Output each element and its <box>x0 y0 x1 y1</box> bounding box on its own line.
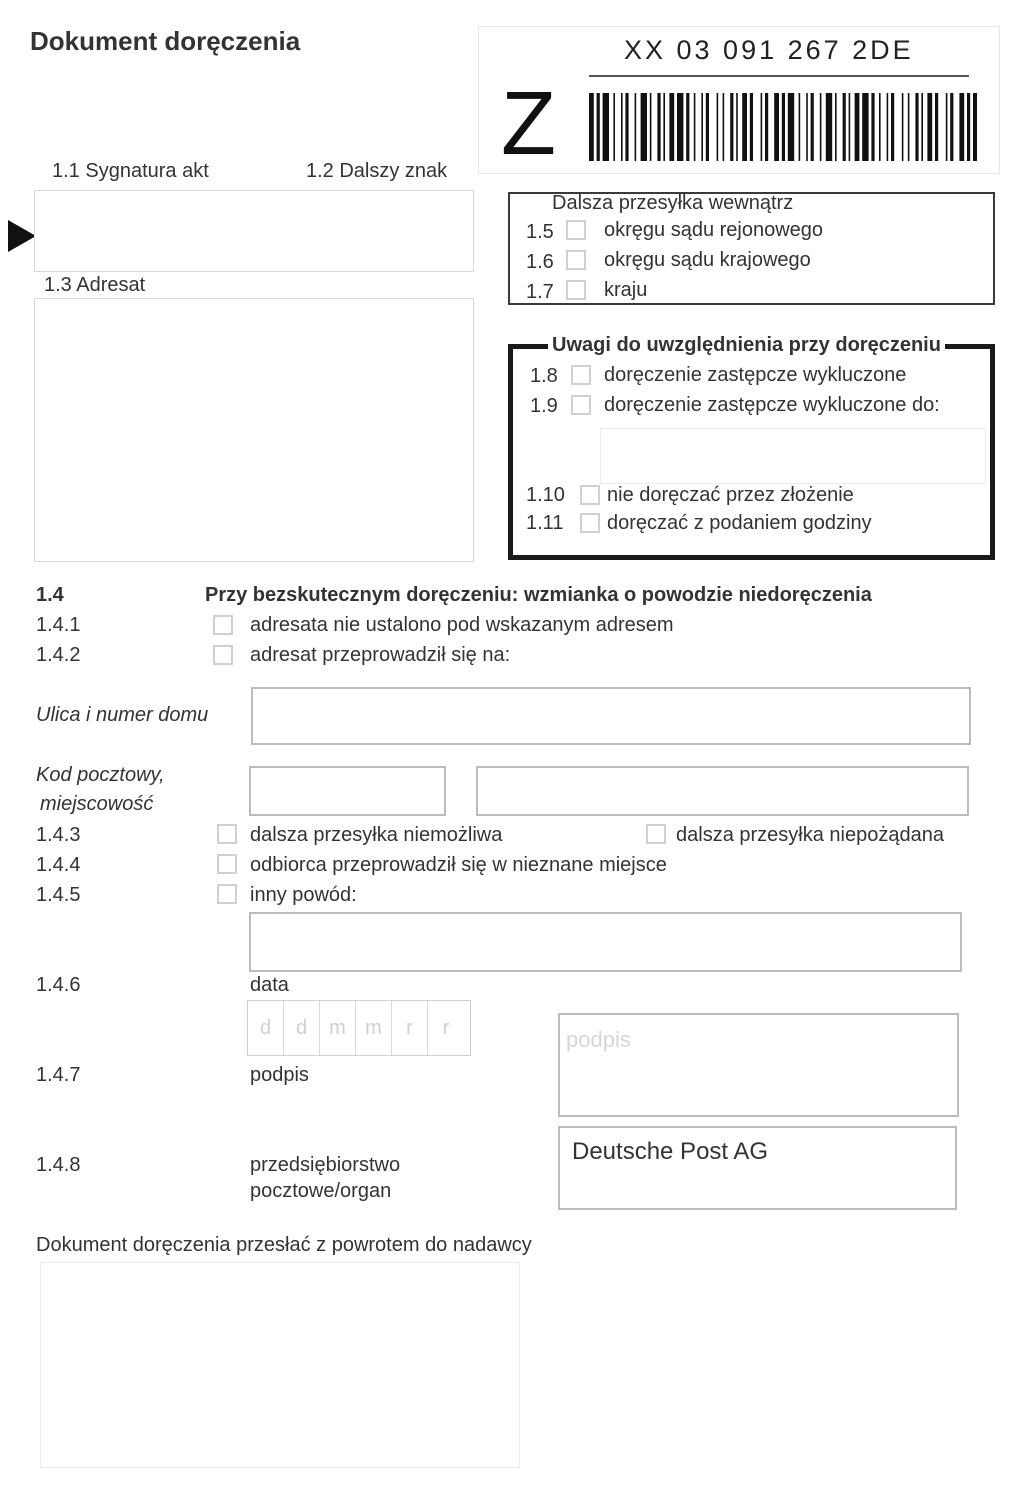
item-1-5-number: 1.5 <box>526 221 554 243</box>
further-mail-title: Dalsza przesyłka wewnątrz <box>552 192 794 214</box>
item-1-4-3b-checkbox[interactable] <box>646 824 666 844</box>
date-cell-month-2: m <box>356 1001 392 1055</box>
item-1-6-label: okręgu sądu krajowego <box>604 249 811 271</box>
item-1-7-number: 1.7 <box>526 281 554 303</box>
item-1-10-number: 1.10 <box>526 484 565 506</box>
item-1-4-2-number: 1.4.2 <box>36 644 81 666</box>
postal-company-label-line2: pocztowe/organ <box>250 1180 392 1202</box>
arrow-marker-icon <box>8 220 36 252</box>
other-reason-input[interactable] <box>249 912 962 972</box>
item-1-8-checkbox[interactable] <box>571 365 591 385</box>
street-input[interactable] <box>251 687 971 745</box>
item-1-4-3-checkbox[interactable] <box>217 824 237 844</box>
return-address-field[interactable] <box>40 1262 520 1468</box>
signature-label: podpis <box>250 1064 309 1086</box>
item-1-4-4-checkbox[interactable] <box>217 854 237 874</box>
postal-label-line1: Kod pocztowy, <box>36 764 165 786</box>
postal-company-field[interactable] <box>558 1126 957 1210</box>
item-1-8-number: 1.8 <box>530 365 558 387</box>
item-1-4-2-checkbox[interactable] <box>213 645 233 665</box>
item-1-4-7-number: 1.4.7 <box>36 1064 81 1086</box>
remarks-title: Uwagi do uwzględnienia przy doręczeniu <box>548 334 945 357</box>
item-1-4-3-label: dalsza przesyłka niemożliwa <box>250 824 503 846</box>
item-1-4-5-number: 1.4.5 <box>36 884 81 906</box>
service-letter: Z <box>501 74 556 174</box>
item-1-4-5-label: inny powód: <box>250 884 357 906</box>
signature-input[interactable] <box>558 1013 959 1117</box>
excluded-until-field[interactable] <box>600 428 986 484</box>
tracking-box <box>478 26 1000 174</box>
postal-label-line2: miejscowość <box>40 793 154 815</box>
return-label: Dokument doręczenia przesłać z powrotem do nadawcy <box>36 1234 532 1256</box>
page-title: Dokument doręczenia <box>30 26 301 56</box>
tracking-number: XX 03 091 267 2DE <box>624 35 914 65</box>
item-1-5-checkbox[interactable] <box>566 220 586 240</box>
postal-company-value: Deutsche Post AG <box>572 1138 769 1165</box>
item-1-9-number: 1.9 <box>530 395 558 417</box>
barcode-image <box>587 93 977 161</box>
item-1-6-checkbox[interactable] <box>566 250 586 270</box>
item-1-11-label: doręczać z podaniem godziny <box>607 512 872 534</box>
item-1-8-label: doręczenie zastępcze wykluczone <box>604 364 907 386</box>
item-1-10-label: nie doręczać przez złożenie <box>607 484 854 506</box>
item-1-5-label: okręgu sądu rejonowego <box>604 219 824 241</box>
item-1-11-checkbox[interactable] <box>580 513 600 533</box>
item-1-4-1-label: adresata nie ustalono pod wskazanym adresem <box>250 614 674 636</box>
item-1-4-4-number: 1.4.4 <box>36 854 81 876</box>
sygnatura-field[interactable] <box>34 190 474 272</box>
section-1-4-heading: Przy bezskutecznym doręczeniu: wzmianka o powodzie niedoręczenia <box>205 584 872 606</box>
item-1-4-1-checkbox[interactable] <box>213 615 233 635</box>
street-label: Ulica i numer domu <box>36 704 209 726</box>
date-cell-year-1: r <box>392 1001 428 1055</box>
tracking-divider <box>589 75 969 77</box>
section-1-4-number: 1.4 <box>36 584 64 606</box>
item-1-4-1-number: 1.4.1 <box>36 614 81 636</box>
item-1-9-label: doręczenie zastępcze wykluczone do: <box>604 394 940 416</box>
date-label: data <box>250 974 289 996</box>
date-input[interactable] <box>247 1000 471 1056</box>
date-cell-day-2: d <box>284 1001 320 1055</box>
item-1-4-3-number: 1.4.3 <box>36 824 81 846</box>
date-cell-month-1: m <box>320 1001 356 1055</box>
item-1-7-label: kraju <box>604 279 648 301</box>
date-cell-day-1: d <box>248 1001 284 1055</box>
item-1-4-2-label: adresat przeprowadził się na: <box>250 644 511 666</box>
item-1-10-checkbox[interactable] <box>580 485 600 505</box>
adresat-label: 1.3 Adresat <box>44 274 146 296</box>
postal-company-label-line1: przedsiębiorstwo <box>250 1154 401 1176</box>
item-1-6-number: 1.6 <box>526 251 554 273</box>
postal-code-input[interactable] <box>249 766 446 816</box>
item-1-4-8-number: 1.4.8 <box>36 1154 81 1176</box>
item-1-4-6-number: 1.4.6 <box>36 974 81 996</box>
signature-placeholder: podpis <box>566 1027 631 1052</box>
item-1-4-5-checkbox[interactable] <box>217 884 237 904</box>
date-cell-year-2: r <box>442 1017 450 1039</box>
dalszy-znak-label: 1.2 Dalszy znak <box>306 160 448 182</box>
city-input[interactable] <box>476 766 969 816</box>
adresat-field[interactable] <box>34 298 474 562</box>
sygnatura-label: 1.1 Sygnatura akt <box>52 160 209 182</box>
item-1-7-checkbox[interactable] <box>566 280 586 300</box>
item-1-4-3b-label: dalsza przesyłka niepożądana <box>676 824 944 846</box>
item-1-11-number: 1.11 <box>526 512 564 534</box>
item-1-4-4-label: odbiorca przeprowadził się w nieznane miejsce <box>250 854 667 876</box>
item-1-9-checkbox[interactable] <box>571 395 591 415</box>
